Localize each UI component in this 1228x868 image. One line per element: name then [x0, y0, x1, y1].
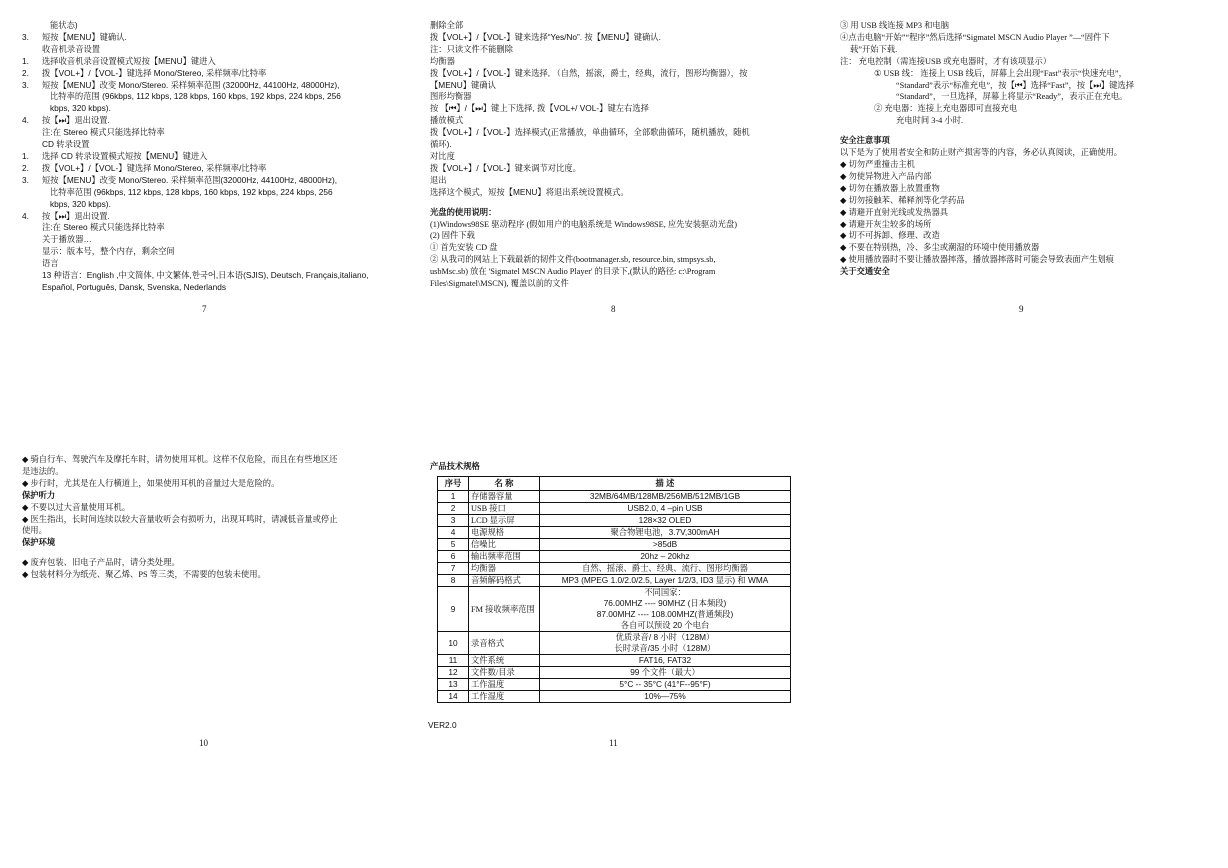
text-line: [22, 258, 402, 270]
line-text: 能状态): [50, 20, 78, 30]
page-8-text: [430, 20, 800, 290]
text-line: [22, 32, 402, 44]
spec-description: [540, 563, 791, 575]
spec-description-line: 聚合物锂电池，3.7V,300mAH: [610, 527, 720, 537]
text-line: [22, 270, 402, 282]
spec-description-line: USB2.0, 4 –pin USB: [627, 503, 703, 513]
text-line: ② 充电器：连接上充电器即可直接充电: [874, 104, 1018, 114]
list-number: 1.: [22, 55, 29, 66]
spec-row: [438, 667, 791, 679]
text-line: [22, 91, 402, 103]
spec-description-line: 优质录音/ 8 小时（128M）: [615, 632, 715, 642]
spec-number: 5: [438, 539, 469, 551]
text-line: 选择这个模式，短按【MENU】将退出系统设置模式。: [430, 186, 629, 197]
col-header-name: 名 称: [469, 477, 540, 491]
line-text: 按【⏭】退出设置.: [42, 115, 110, 126]
spec-description: [540, 515, 791, 527]
line-text: 短按【MENU】键确认.: [42, 31, 127, 42]
spec-description-line: 32MB/64MB/128MB/256MB/512MB/1GB: [589, 491, 741, 501]
spec-name: 工作湿度: [469, 691, 540, 703]
text-line: 【MENU】键确认: [430, 79, 496, 90]
spec-name: 输出频率范围: [469, 551, 540, 563]
text-line: [22, 199, 402, 211]
spec-number: 2: [438, 503, 469, 515]
page-11-number: 11: [609, 738, 618, 748]
bullet-line: ◆ 包装材料分为纸壳、聚乙烯、PS 等三类，不需要的包装未使用。: [22, 569, 392, 581]
spec-name: FM 接收频率范围: [469, 587, 540, 632]
spec-name: 工作温度: [469, 679, 540, 691]
spec-header-row: [438, 477, 791, 491]
spec-description-line: 76.00MHZ ---- 90MHZ (日本频段): [603, 598, 727, 608]
text-line: [22, 175, 402, 187]
spec-number: 1: [438, 491, 469, 503]
page-7-text: [22, 20, 402, 294]
spec-number: 7: [438, 563, 469, 575]
text-line: 注：只读文件不能删除: [430, 43, 513, 54]
text-line: ② 从我司的网站上下载最新的韧件文件(bootmanager.sb, resource.bin, stmpsys.sb,: [430, 255, 716, 265]
spec-description: [540, 491, 791, 503]
safety-bullet-item: ◆ 切不可拆卸、修理、改造: [840, 230, 1215, 242]
page-10-text: [22, 454, 392, 581]
list-number: 3.: [22, 174, 29, 185]
spec-number: 11: [438, 655, 469, 667]
spec-description: [540, 503, 791, 515]
spec-description-line: FAT16, FAT32: [638, 655, 692, 665]
cd-usage-heading: 光盘的使用说明：: [430, 206, 497, 217]
text-line: [22, 20, 402, 32]
line-text: 比特率的范围 (96kbps, 112 kbps, 128 kbps, 160 kbps, 192 kbps, 224 kbps, 256: [50, 91, 341, 102]
text-line: 图形均衡器: [430, 91, 472, 102]
list-number: 3.: [22, 31, 29, 42]
spec-row: [438, 515, 791, 527]
spec-name: 电源规格: [469, 527, 540, 539]
spec-description: [540, 691, 791, 703]
list-number: 4.: [22, 115, 29, 126]
safety-bullet-item: ◆ 请避开灰尘较多的场所: [840, 219, 1215, 231]
spec-number: 10: [438, 632, 469, 655]
text-line: 对比度: [430, 150, 455, 161]
text-line: [22, 246, 402, 258]
spec-description-line: 20hz – 20khz: [640, 551, 690, 561]
safety-heading: 安全注意事项: [840, 136, 890, 146]
text-line: [22, 211, 402, 223]
list-number: 3.: [22, 79, 29, 90]
line-text: 短按【MENU】改变 Mono/Stereo. 采样频率范围(32000Hz, 44100Hz, 48000Hz),: [42, 174, 338, 185]
bullet-line: 是违法的。: [22, 466, 64, 476]
text-line: [22, 282, 402, 294]
spec-description: [540, 527, 791, 539]
list-number: 1.: [22, 150, 29, 161]
line-text: 选择 CD 转录设置模式短按【MENU】键进入: [42, 150, 208, 161]
spec-description-line: 长时录音/35 小时（128M）: [614, 643, 716, 653]
safety-bullet-item: ◆ 切勿在播放器上放置重物: [840, 183, 1215, 195]
spec-number: 14: [438, 691, 469, 703]
spec-name: 文件数/目录: [469, 667, 540, 679]
safety-bullet-item: ◆ 请避开直射光线或发热器具: [840, 207, 1215, 219]
page-9-text: [840, 20, 1215, 278]
line-text: CD 转录设置: [42, 139, 90, 150]
spec-number: 12: [438, 667, 469, 679]
spec-table: [437, 476, 791, 703]
spec-row: [438, 563, 791, 575]
spec-description-line: 5°C -- 35°C (41°F--95°F): [619, 679, 711, 689]
spec-number: 6: [438, 551, 469, 563]
spec-description: [540, 551, 791, 563]
spec-name: 均衡器: [469, 563, 540, 575]
safety-bullet-item: ◆ 切勿严重撞击主机: [840, 159, 1215, 171]
page-8-number: 8: [611, 304, 616, 314]
spec-row: [438, 587, 791, 632]
bullet-line: ◆ 废弃包装、旧电子产品时，请分类处理。: [22, 557, 392, 569]
spec-row: [438, 691, 791, 703]
spec-row: [438, 539, 791, 551]
text-line: [22, 139, 402, 151]
page-10-number: 10: [199, 738, 208, 748]
text-line: (1)Windows98SE 驱动程序 (假如用户的电脑系统是 Windows98SE, 应先安装驱动光盘): [430, 219, 738, 229]
spec-description-line: 87.00MHZ ---- 108.00MHZ(普通频段): [596, 609, 734, 619]
col-header-description: 描 述: [540, 477, 791, 491]
spec-name: 音频解码格式: [469, 575, 540, 587]
spec-name: USB 接口: [469, 503, 540, 515]
text-line: 拨【VOL+】/【VOL-】选择模式(正常播放，单曲循环，全部歌曲循环，随机播放，随机: [430, 127, 750, 138]
text-line: “Standard”，一旦选择，屏幕上将显示“Ready”，表示正在充电。: [896, 92, 1128, 102]
spec-description: [540, 667, 791, 679]
spec-number: 8: [438, 575, 469, 587]
spec-description-line: 自然、摇滚、爵士、经典、流行、图形均衡器: [582, 563, 748, 573]
spec-description: [540, 655, 791, 667]
spec-description: [540, 679, 791, 691]
spec-row: [438, 551, 791, 563]
text-line: [22, 103, 402, 115]
text-line: 循环).: [430, 139, 452, 150]
text-line: (2) 固件下载: [430, 231, 475, 241]
text-line: [22, 222, 402, 234]
text-line: usbMsc.sb) 放在 'Sigmatel MSCN Audio Player' 的目录下,(默认的路径: c:\Program: [430, 267, 716, 277]
text-line: “Standard”表示“标准充电”，按【⏮】选择“Fast”，按【⏭】键选择: [896, 80, 1134, 90]
spec-description-line: 99 个文件（最大）: [630, 667, 700, 677]
spec-description-line: >85dB: [652, 539, 678, 549]
line-text: 注:在 Stereo 模式只能选择比特率: [42, 127, 165, 138]
safety-bullet-item: ◆ 使用播放器时不要让播放器摔落，播放器摔落时可能会导致表面产生划痕: [840, 254, 1215, 266]
text-line: ① USB 线： 连接上 USB 线后，屏幕上会出现“Fast”表示“快速充电”，: [874, 68, 1127, 78]
text-line: [22, 127, 402, 139]
text-line: 按 【⏮】/【⏭】键上下选择, 拨【VOL+/ VOL-】键左右选择: [430, 103, 649, 114]
text-line: 删除全部: [430, 20, 464, 30]
text-line: 退出: [430, 174, 447, 185]
safety-bullet-item: ◆ 切勿接触苯、稀释剂等化学药品: [840, 195, 1215, 207]
text-line: 充电时间 3-4 小时.: [896, 116, 964, 126]
line-text: kbps, 320 kbps).: [50, 103, 111, 114]
bullet-line: ◆ 不要以过大音量使用耳机。: [22, 502, 392, 514]
text-line: ① 首先安装 CD 盘: [430, 243, 498, 253]
list-number: 2.: [22, 67, 29, 78]
environment-heading: 保护环境: [22, 538, 56, 548]
bullet-line: 使用。: [22, 526, 47, 536]
page-7-number: 7: [202, 304, 207, 314]
line-text: 13 种语言：English ,中文简体, 中文繁体,한국어,日本语(SJIS), Deutsch, Français,italiano,: [42, 270, 369, 281]
spec-name: 存储器容量: [469, 491, 540, 503]
line-text: 比特率范围 (96kbps, 112 kbps, 128 kbps, 160 kbps, 192 kbps, 224 kbps, 256: [50, 186, 333, 197]
text-line: 拨【VOL+】/【VOL-】键来选择, （自然，摇滚，爵士，经典，流行，图形均衡器），按: [430, 67, 748, 78]
spec-name: 录音格式: [469, 632, 540, 655]
bullet-line: ◆ 步行时，尤其是在人行横道上，如果使用耳机的音量过大是危险的。: [22, 478, 392, 490]
text-line: ④点击电脑“开始”“程序”然后选择“Sigmatel MSCN Audio Player ”—“固件下: [840, 32, 1110, 42]
line-text: 显示：版本号，整个内存，剩余空间: [42, 246, 175, 257]
spec-description: [540, 587, 791, 632]
list-number: 4.: [22, 210, 29, 221]
text-line: 拨【VOL+】/【VOL-】键来选择“Yes/No”. 按【MENU】键确认.: [430, 31, 661, 42]
page-9-number: 9: [1019, 304, 1024, 314]
spec-row: [438, 527, 791, 539]
spec-description-line: MP3 (MPEG 1.0/2.0/2.5, Layer 1/2/3, ID3 显示) 和 WMA: [561, 575, 769, 585]
hearing-heading: 保护听力: [22, 490, 56, 500]
traffic-safety-heading: 关于交通安全: [840, 267, 890, 277]
text-line: [22, 163, 402, 175]
line-text: Español, Português, Dansk, Svenska, Nederlands: [42, 281, 227, 292]
text-line: 拨【VOL+】/【VOL-】键来调节对比度。: [430, 162, 581, 173]
spec-description-line: 128×32 OLED: [638, 515, 692, 525]
line-text: 语言: [42, 258, 59, 269]
line-text: 选择收音机录音设置模式短按【MENU】键进入: [42, 55, 216, 66]
line-text: 收音机录音设置: [42, 43, 101, 54]
text-line: [22, 234, 402, 246]
version-label: VER2.0: [428, 720, 457, 730]
spec-description-line: 各自可以预设 20 个电台: [620, 620, 710, 630]
safety-bullet-item: ◆ 勿使异物进入产品内部: [840, 171, 1215, 183]
spec-description-line: 10%—75%: [644, 691, 686, 701]
list-number: 2.: [22, 162, 29, 173]
spec-row: [438, 679, 791, 691]
spec-number: 4: [438, 527, 469, 539]
bullet-line: ◆ 医生指出，长时间连续以较大音量收听会有损听力，出现耳鸣时，请减低音量或停止: [22, 514, 392, 526]
spec-name: 文件系统: [469, 655, 540, 667]
spec-name: LCD 显示屏: [469, 515, 540, 527]
spec-description: [540, 632, 791, 655]
spec-name: 信噪比: [469, 539, 540, 551]
text-line: [22, 187, 402, 199]
spec-description: [540, 575, 791, 587]
spec-description: [540, 539, 791, 551]
line-text: 关于播放器…: [42, 234, 92, 245]
spec-number: 9: [438, 587, 469, 632]
text-line: Files\Sigmatel\MSCN), 覆盖以前的文件: [430, 279, 569, 289]
line-text: kbps, 320 kbps).: [50, 198, 111, 209]
line-text: 短按【MENU】改变 Mono/Stereo. 采样频率范围 (32000Hz, 44100Hz, 48000Hz),: [42, 79, 340, 90]
text-line: [22, 68, 402, 80]
spec-row: [438, 655, 791, 667]
text-line: [22, 56, 402, 68]
text-line: [22, 44, 402, 56]
spec-number: 3: [438, 515, 469, 527]
line-text: 注:在 Stereo 模式只能选择比特率: [42, 222, 165, 233]
text-line: 注： 充电控制（需连接USB 或充电器时，才有该项显示）: [840, 56, 1052, 66]
line-text: 拨【VOL+】/【VOL-】键选择 Mono/Stereo, 采样频率/比特率: [42, 67, 267, 78]
safety-bullet-item: ◆ 不要在特别热，冷、多尘或潮湿的环境中使用播放器: [840, 242, 1215, 254]
text-line: ③ 用 USB 线连接 MP3 和电脑: [840, 21, 950, 30]
text-line: [22, 115, 402, 127]
spec-row: [438, 503, 791, 515]
spec-row: [438, 575, 791, 587]
line-text: 拨【VOL+】/【VOL-】键选择 Mono/Stereo, 采样频率/比特率: [42, 162, 267, 173]
col-header-number: 序号: [438, 477, 469, 491]
text-line: 载”开始下载.: [850, 44, 898, 54]
spec-number: 13: [438, 679, 469, 691]
text-line: [22, 80, 402, 92]
text-line: 播放模式: [430, 115, 464, 126]
spec-row: [438, 491, 791, 503]
spec-row: [438, 632, 791, 655]
text-line: 均衡器: [430, 55, 455, 66]
text-line: [22, 151, 402, 163]
safety-intro: 以下是为了使用者安全和防止财产损害等的内容，务必认真阅读，正确使用。: [840, 148, 1123, 158]
spec-heading: 产品技术规格: [430, 461, 480, 471]
spec-description-line: 不同国家：: [644, 587, 686, 597]
bullet-line: ◆ 骑自行车、驾驶汽车及摩托车时，请勿使用耳机。这样不仅危险，而且在有些地区还: [22, 454, 392, 466]
line-text: 按【⏭】退出设置.: [42, 210, 110, 221]
